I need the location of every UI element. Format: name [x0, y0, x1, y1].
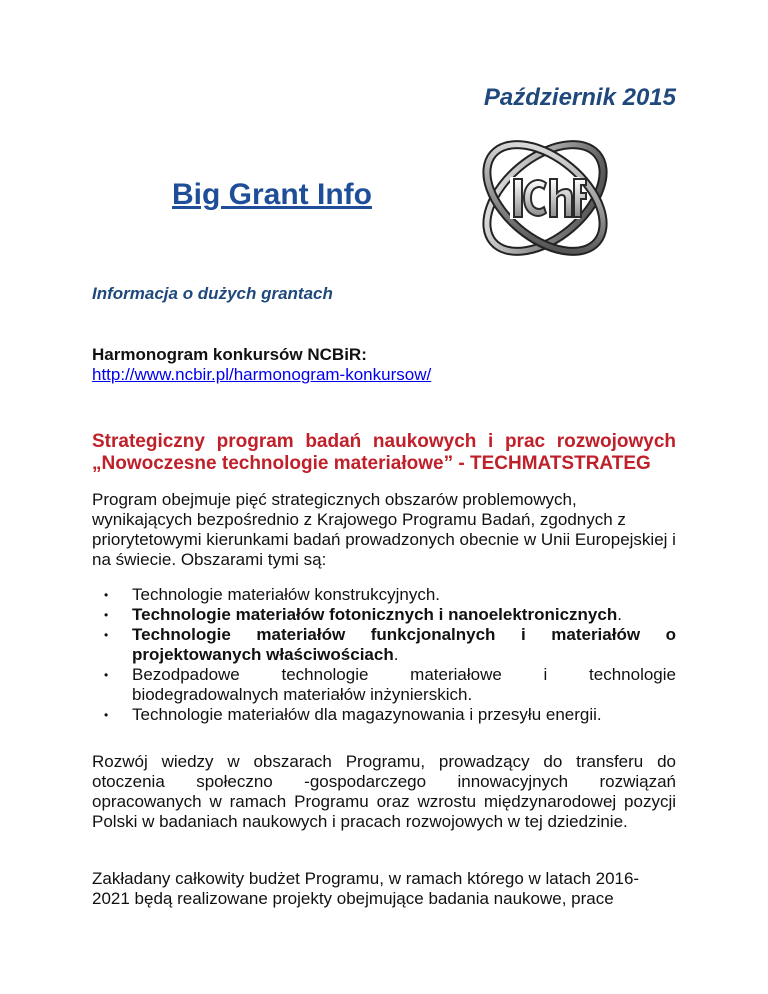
list-item	[92, 585, 676, 605]
program-heading-line1: Strategiczny program badań naukowych i prac rozwojowych	[92, 431, 676, 452]
program-intro: Program obejmuje pięć strategicznych obszarów problemowych, wynikających bezpośrednio z Krajowego Programu Badań, zgodnych z priorytetowymi kierunkami badań prowadzonych obecnie w Unii Europejskiej i na świecie. Obszarami tymi są:	[92, 490, 676, 569]
ncbir-label: Harmonogram konkursów NCBiR:	[92, 345, 367, 364]
program-budget	[92, 869, 676, 909]
list-item	[92, 625, 676, 665]
budget-line-2: 2021 będą realizowane projekty obejmujące badania naukowe, prace	[92, 889, 614, 908]
list-item	[92, 665, 676, 705]
program-heading	[92, 431, 676, 475]
ncbir-schedule	[92, 345, 676, 385]
area-3: • Technologie materiałów funkcjonalnych i materiałów o projektowanych właściwościach.	[132, 625, 676, 664]
ncbir-link[interactable]: http://www.ncbir.pl/harmonogram-konkursow/	[92, 365, 432, 384]
budget-line-1: Zakładany całkowity budżet Programu, w ramach którego w latach 2016-	[92, 869, 640, 888]
program-areas-list	[92, 585, 676, 725]
page-title: Big Grant Info	[172, 178, 372, 211]
program-heading-line2: „Nowoczesne technologie materiałowe” - TECHMATSTRATEG	[92, 453, 651, 474]
area-2: Technologie materiałów fotonicznych i nanoelektronicznych	[132, 605, 618, 624]
program-goal: Rozwój wiedzy w obszarach Programu, prowadzący do transferu do otoczenia społeczno -gospodarczego innowacyjnych rozwiązań opracowanych w ramach Programu oraz wzrostu międzynarodowej pozycji Polski w badaniach naukowych i pracach rozwojowych w tej dziedzinie.	[92, 752, 676, 831]
ichf-logo	[470, 123, 620, 273]
area-1: Technologie materiałów konstrukcyjnych.	[132, 585, 441, 604]
list-item	[92, 705, 676, 725]
area-3-punct: .	[393, 645, 399, 664]
page-subtitle: Informacja o dużych grantach	[92, 284, 333, 303]
list-item	[92, 605, 676, 625]
area-5: Technologie materiałów dla magazynowania i przesyłu energii.	[132, 705, 602, 724]
issue-date: Październik 2015	[483, 84, 676, 111]
area-2-punct: .	[617, 605, 622, 624]
area-4: Bezodpadowe technologie materiałowe i technologie biodegradowalnych materiałów inżynierskich.	[132, 665, 676, 704]
